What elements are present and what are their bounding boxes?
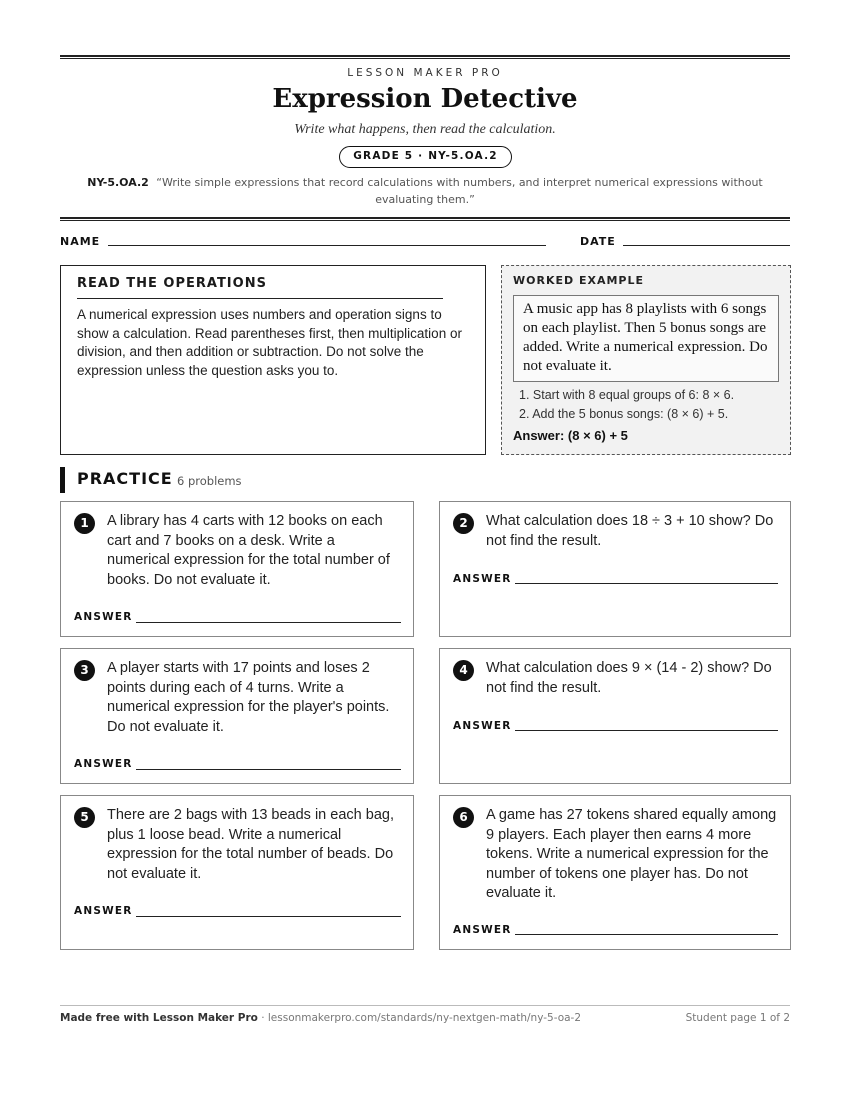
date-field[interactable] — [623, 245, 790, 246]
answer-field-4[interactable] — [515, 730, 778, 731]
operations-title: READ THE OPERATIONS — [77, 276, 443, 299]
problem-number-badge: 5 — [74, 807, 95, 828]
brand-name: LESSON MAKER PRO — [347, 67, 503, 79]
worked-example-panel — [501, 265, 791, 455]
worked-example-step: 1. Start with 8 equal groups of 6: 8 × 6. — [519, 388, 735, 402]
practice-count: 6 problems — [177, 474, 242, 488]
grade-badge: GRADE 5 · NY-5.OA.2 — [339, 146, 512, 168]
problem-card-5 — [60, 795, 414, 950]
footer-rule — [60, 1005, 790, 1006]
problem-card-1 — [60, 501, 414, 637]
name-label: NAME — [60, 235, 101, 248]
operations-panel — [60, 265, 486, 455]
answer-field-6[interactable] — [515, 934, 778, 935]
answer-label: ANSWER — [453, 573, 512, 585]
worked-example-problem: A music app has 8 playlists with 6 songs on each playlist. Then 5 bonus songs are added. Write a numerical expression. Do not evaluate it. — [513, 295, 779, 382]
answer-label: ANSWER — [74, 611, 133, 623]
date-label: DATE — [580, 235, 616, 248]
problem-card-2 — [439, 501, 791, 637]
problem-card-4 — [439, 648, 791, 784]
problem-number-badge: 3 — [74, 660, 95, 681]
top-rule — [60, 55, 790, 59]
answer-field-1[interactable] — [136, 622, 401, 623]
standard-code: NY-5.OA.2 — [87, 176, 149, 189]
answer-field-2[interactable] — [515, 583, 778, 584]
worked-example-step: 2. Add the 5 bonus songs: (8 × 6) + 5. — [519, 406, 729, 421]
answer-label: ANSWER — [74, 905, 133, 917]
problem-text: What calculation does 9 × (14 - 2) show? Do not find the result. — [486, 660, 772, 696]
answer-label: ANSWER — [74, 758, 133, 770]
footer-credit — [60, 1012, 581, 1024]
worked-example-title: WORKED EXAMPLE — [513, 274, 644, 287]
header-bottom-rule — [60, 217, 790, 221]
problem-card-6 — [439, 795, 791, 950]
answer-label: ANSWER — [453, 924, 512, 936]
footer-link[interactable]: · lessonmakerpro.com/standards/ny-nextgen-math/ny-5-oa-2 — [257, 1012, 582, 1024]
operations-text: A numerical expression uses numbers and operation signs to show a calculation. Read parentheses first, then multiplication or division, and then addition or subtraction. Do not solve the expression unless the question asks you to. — [77, 307, 462, 378]
problem-text: A library has 4 carts with 12 books on each cart and 7 books on a desk. Write a numerical expression for the total number of books. Do not evaluate it. — [107, 513, 390, 588]
worked-example-steps — [519, 386, 787, 423]
problem-number-badge: 6 — [453, 807, 474, 828]
worked-example-answer: Answer: (8 × 6) + 5 — [513, 428, 628, 443]
practice-title: PRACTICE — [77, 469, 173, 488]
name-field[interactable] — [108, 245, 546, 246]
standard-text: “Write simple expressions that record calculations with numbers, and interpret numerical expressions without evaluating them.” — [156, 176, 763, 206]
page-subtitle: Write what happens, then read the calculation. — [294, 122, 556, 137]
answer-label: ANSWER — [453, 720, 512, 732]
problem-number-badge: 1 — [74, 513, 95, 534]
problem-text: What calculation does 18 ÷ 3 + 10 show? Do not find the result. — [486, 513, 774, 549]
page-title: Expression Detective — [272, 84, 578, 114]
problem-text: There are 2 bags with 13 beads in each bag, plus 1 loose bead. Write a numerical expression for the total number of beads. Do not evaluate it. — [107, 807, 394, 882]
problem-number-badge: 4 — [453, 660, 474, 681]
problem-card-3 — [60, 648, 414, 784]
page-indicator: Student page 1 of 2 — [685, 1012, 790, 1024]
problem-text: A player starts with 17 points and loses 2 points during each of 4 turns. Write a numerical expression for the player's points. Do not evaluate it. — [107, 660, 390, 735]
answer-field-3[interactable] — [136, 769, 401, 770]
problem-number-badge: 2 — [453, 513, 474, 534]
practice-accent-bar — [60, 467, 65, 493]
standard-statement — [62, 174, 788, 208]
answer-field-5[interactable] — [136, 916, 401, 917]
footer-made-with: Made free with Lesson Maker Pro — [60, 1012, 258, 1024]
problem-text: A game has 27 tokens shared equally among 9 players. Each player then earns 4 more tokens. Write a numerical expression for the number of tokens one player has. Do not evaluate it. — [486, 807, 777, 901]
